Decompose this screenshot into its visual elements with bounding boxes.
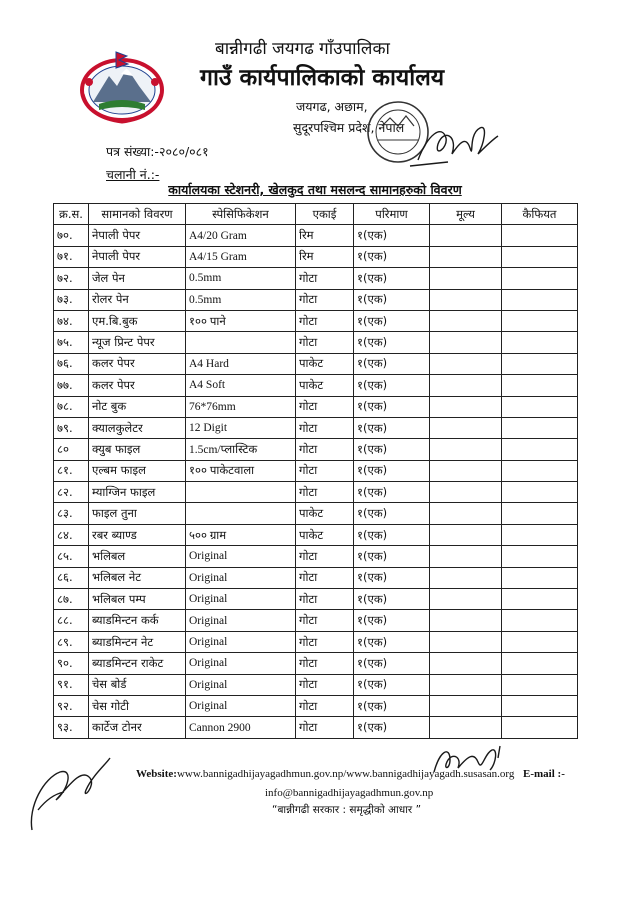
remarks-cell <box>502 546 578 567</box>
remarks-cell <box>502 332 578 353</box>
unit-cell: गोटा <box>296 546 354 567</box>
table-body <box>54 225 578 738</box>
column-header: परिमाण <box>354 204 430 225</box>
price-cell <box>430 310 502 331</box>
price-cell <box>430 289 502 310</box>
quantity-cell: १(एक) <box>354 524 430 545</box>
serial-cell: ७४. <box>54 310 89 331</box>
item-cell: जेल पेन <box>89 268 186 289</box>
serial-cell: ८१. <box>54 460 89 481</box>
table-row <box>54 546 578 567</box>
price-cell <box>430 353 502 374</box>
serial-cell: ७६. <box>54 353 89 374</box>
remarks-cell <box>502 610 578 631</box>
quantity-cell: १(एक) <box>354 246 430 267</box>
item-cell: ब्याडमिन्टन राकेट <box>89 653 186 674</box>
remarks-cell <box>502 353 578 374</box>
price-cell <box>430 503 502 524</box>
unit-cell: पाकेट <box>296 375 354 396</box>
item-cell: कलर पेपर <box>89 375 186 396</box>
price-cell <box>430 439 502 460</box>
item-cell: रबर ब्याण्ड <box>89 524 186 545</box>
spec-cell: 1.5cm/प्लास्टिक <box>186 439 296 460</box>
item-cell: क्युब फाइल <box>89 439 186 460</box>
table-row <box>54 717 578 738</box>
serial-cell: ९०. <box>54 653 89 674</box>
price-cell <box>430 674 502 695</box>
table-row <box>54 610 578 631</box>
quantity-cell: १(एक) <box>354 546 430 567</box>
price-cell <box>430 225 502 246</box>
unit-cell: रिम <box>296 246 354 267</box>
unit-cell: गोटा <box>296 589 354 610</box>
quantity-cell: १(एक) <box>354 695 430 716</box>
dispatch-number: चलानी नं.:- <box>106 167 160 182</box>
item-cell: नेपाली पेपर <box>89 225 186 246</box>
unit-cell: गोटा <box>296 289 354 310</box>
table-row <box>54 375 578 396</box>
price-cell <box>430 524 502 545</box>
price-cell <box>430 332 502 353</box>
remarks-cell <box>502 482 578 503</box>
table-row <box>54 439 578 460</box>
quantity-cell: १(एक) <box>354 503 430 524</box>
unit-cell: गोटा <box>296 631 354 652</box>
remarks-cell <box>502 310 578 331</box>
remarks-cell <box>502 524 578 545</box>
spec-cell <box>186 503 296 524</box>
item-cell: कलर पेपर <box>89 353 186 374</box>
spec-cell: ५०० ग्राम <box>186 524 296 545</box>
item-cell: एम.बि.बुक <box>89 310 186 331</box>
serial-cell: ७९. <box>54 417 89 438</box>
items-table <box>53 203 578 739</box>
unit-cell: गोटा <box>296 310 354 331</box>
remarks-cell <box>502 589 578 610</box>
item-cell: क्यालकुलेटर <box>89 417 186 438</box>
spec-cell: 76*76mm <box>186 396 296 417</box>
quantity-cell: १(एक) <box>354 417 430 438</box>
spec-cell: Original <box>186 674 296 695</box>
quantity-cell: १(एक) <box>354 460 430 481</box>
item-cell: रोलर पेन <box>89 289 186 310</box>
price-cell <box>430 589 502 610</box>
price-cell <box>430 653 502 674</box>
quantity-cell: १(एक) <box>354 717 430 738</box>
unit-cell: पाकेट <box>296 353 354 374</box>
spec-cell: A4 Soft <box>186 375 296 396</box>
address-line-1: जयगढ, अछाम, <box>296 99 368 114</box>
column-header: मूल्य <box>430 204 502 225</box>
price-cell <box>430 610 502 631</box>
serial-cell: ७८. <box>54 396 89 417</box>
serial-cell: ८४. <box>54 524 89 545</box>
table-row <box>54 631 578 652</box>
table-row <box>54 332 578 353</box>
serial-cell: ९३. <box>54 717 89 738</box>
price-cell <box>430 417 502 438</box>
table-row <box>54 653 578 674</box>
column-header: एकाई <box>296 204 354 225</box>
spec-cell: A4 Hard <box>186 353 296 374</box>
spec-cell <box>186 332 296 353</box>
quantity-cell: १(एक) <box>354 353 430 374</box>
website-link[interactable]: www.bannigadhijayagadhmun.gov.np/www.bannigadhijayagadh.susasan.org <box>176 768 515 780</box>
email-label: E-mail :- <box>523 768 565 780</box>
remarks-cell <box>502 460 578 481</box>
footer-signature <box>24 750 119 840</box>
remarks-cell <box>502 246 578 267</box>
website-label: Website: <box>136 768 177 780</box>
serial-cell: ८२. <box>54 482 89 503</box>
table-header-row <box>54 204 578 225</box>
unit-cell: गोटा <box>296 653 354 674</box>
item-cell: भलिबल नेट <box>89 567 186 588</box>
spec-cell <box>186 482 296 503</box>
quantity-cell: १(एक) <box>354 610 430 631</box>
table-row <box>54 353 578 374</box>
unit-cell: गोटा <box>296 567 354 588</box>
price-cell <box>430 695 502 716</box>
price-cell <box>430 631 502 652</box>
serial-cell: ८६. <box>54 567 89 588</box>
unit-cell: गोटा <box>296 460 354 481</box>
quantity-cell: १(एक) <box>354 375 430 396</box>
item-cell: न्यूज प्रिन्ट पेपर <box>89 332 186 353</box>
table-row <box>54 482 578 503</box>
column-header: सामानको विवरण <box>89 204 186 225</box>
serial-cell: ७७. <box>54 375 89 396</box>
remarks-cell <box>502 417 578 438</box>
serial-cell: ८८. <box>54 610 89 631</box>
unit-cell: पाकेट <box>296 524 354 545</box>
nepal-emblem-logo <box>69 46 175 126</box>
spec-cell: 0.5mm <box>186 289 296 310</box>
table-row <box>54 695 578 716</box>
table-row <box>54 417 578 438</box>
motto: “बान्नीगढी सरकार : समृद्धीको आधार ” <box>272 804 422 816</box>
spec-cell: १०० पाकेटवाला <box>186 460 296 481</box>
unit-cell: गोटा <box>296 417 354 438</box>
website-line <box>136 768 514 780</box>
price-cell <box>430 567 502 588</box>
table-row <box>54 289 578 310</box>
unit-cell: गोटा <box>296 610 354 631</box>
quantity-cell: १(एक) <box>354 268 430 289</box>
quantity-cell: १(एक) <box>354 567 430 588</box>
price-cell <box>430 482 502 503</box>
item-cell: कार्टेज टोनर <box>89 717 186 738</box>
price-cell <box>430 246 502 267</box>
spec-cell: Original <box>186 589 296 610</box>
remarks-cell <box>502 396 578 417</box>
remarks-cell <box>502 631 578 652</box>
remarks-cell <box>502 439 578 460</box>
quantity-cell: १(एक) <box>354 225 430 246</box>
item-cell: ब्याडमिन्टन नेट <box>89 631 186 652</box>
table-title: कार्यालयका स्टेशनरी, खेलकुद तथा मसलन्द सामानहरुको विवरण <box>168 182 462 197</box>
table-row <box>54 396 578 417</box>
item-cell: एल्बम फाइल <box>89 460 186 481</box>
remarks-cell <box>502 289 578 310</box>
unit-cell: पाकेट <box>296 503 354 524</box>
remarks-cell <box>502 268 578 289</box>
table-row <box>54 268 578 289</box>
column-header: कैफियत <box>502 204 578 225</box>
item-cell: फाइल तुना <box>89 503 186 524</box>
table-row <box>54 503 578 524</box>
item-cell: भलिबल <box>89 546 186 567</box>
serial-cell: ८० <box>54 439 89 460</box>
remarks-cell <box>502 695 578 716</box>
spec-cell: १०० पाने <box>186 310 296 331</box>
spec-cell: Original <box>186 546 296 567</box>
item-cell: चेस गोटी <box>89 695 186 716</box>
quantity-cell: १(एक) <box>354 289 430 310</box>
remarks-cell <box>502 674 578 695</box>
spec-cell: 12 Digit <box>186 417 296 438</box>
remarks-cell <box>502 567 578 588</box>
unit-cell: गोटा <box>296 268 354 289</box>
quantity-cell: १(एक) <box>354 674 430 695</box>
column-header: क्र.स. <box>54 204 89 225</box>
email-link[interactable]: info@bannigadhijayagadhmun.gov.np <box>265 787 434 799</box>
table-row <box>54 225 578 246</box>
unit-cell: गोटा <box>296 332 354 353</box>
quantity-cell: १(एक) <box>354 653 430 674</box>
table-row <box>54 567 578 588</box>
column-header: स्पेसिफिकेशन <box>186 204 296 225</box>
table-row <box>54 674 578 695</box>
office-name: गाउँ कार्यपालिकाको कार्यालय <box>200 65 445 91</box>
serial-cell: ८३. <box>54 503 89 524</box>
table-row <box>54 310 578 331</box>
serial-cell: ८५. <box>54 546 89 567</box>
serial-cell: ७५. <box>54 332 89 353</box>
item-cell: ब्याडमिन्टन कर्क <box>89 610 186 631</box>
unit-cell: गोटा <box>296 695 354 716</box>
price-cell <box>430 717 502 738</box>
unit-cell: गोटा <box>296 717 354 738</box>
serial-cell: ७३. <box>54 289 89 310</box>
header-signature <box>408 114 518 174</box>
table-row <box>54 460 578 481</box>
serial-cell: ९२. <box>54 695 89 716</box>
price-cell <box>430 460 502 481</box>
remarks-cell <box>502 375 578 396</box>
quantity-cell: १(एक) <box>354 332 430 353</box>
spec-cell: Original <box>186 653 296 674</box>
serial-cell: ९१. <box>54 674 89 695</box>
item-cell: नोट बुक <box>89 396 186 417</box>
serial-cell: ८७. <box>54 589 89 610</box>
item-cell: म्याग्जिन फाइल <box>89 482 186 503</box>
unit-cell: रिम <box>296 225 354 246</box>
quantity-cell: १(एक) <box>354 439 430 460</box>
quantity-cell: १(एक) <box>354 396 430 417</box>
remarks-cell <box>502 503 578 524</box>
remarks-cell <box>502 717 578 738</box>
letter-number: पत्र संख्या:-२०८०/०८१ <box>106 144 209 159</box>
price-cell <box>430 375 502 396</box>
spec-cell: 0.5mm <box>186 268 296 289</box>
price-cell <box>430 396 502 417</box>
table-row <box>54 589 578 610</box>
remarks-cell <box>502 653 578 674</box>
unit-cell: गोटा <box>296 482 354 503</box>
municipality-name: बान्नीगढी जयगढ गाँउपालिका <box>215 39 390 59</box>
serial-cell: ७२. <box>54 268 89 289</box>
unit-cell: गोटा <box>296 439 354 460</box>
table-row <box>54 524 578 545</box>
spec-cell: Original <box>186 695 296 716</box>
spec-cell: A4/20 Gram <box>186 225 296 246</box>
spec-cell: Original <box>186 631 296 652</box>
unit-cell: गोटा <box>296 396 354 417</box>
serial-cell: ८९. <box>54 631 89 652</box>
remarks-cell <box>502 225 578 246</box>
item-cell: चेस बोर्ड <box>89 674 186 695</box>
spec-cell: Cannon 2900 <box>186 717 296 738</box>
quantity-cell: १(एक) <box>354 482 430 503</box>
quantity-cell: १(एक) <box>354 310 430 331</box>
address-line-2: सुदूरपश्चिम प्रदेश, नेपाल <box>293 120 405 135</box>
serial-cell: ७०. <box>54 225 89 246</box>
item-cell: भलिबल पम्प <box>89 589 186 610</box>
spec-cell: A4/15 Gram <box>186 246 296 267</box>
quantity-cell: १(एक) <box>354 631 430 652</box>
spec-cell: Original <box>186 610 296 631</box>
spec-cell: Original <box>186 567 296 588</box>
item-cell: नेपाली पेपर <box>89 246 186 267</box>
serial-cell: ७१. <box>54 246 89 267</box>
price-cell <box>430 268 502 289</box>
unit-cell: गोटा <box>296 674 354 695</box>
quantity-cell: १(एक) <box>354 589 430 610</box>
price-cell <box>430 546 502 567</box>
table-row <box>54 246 578 267</box>
